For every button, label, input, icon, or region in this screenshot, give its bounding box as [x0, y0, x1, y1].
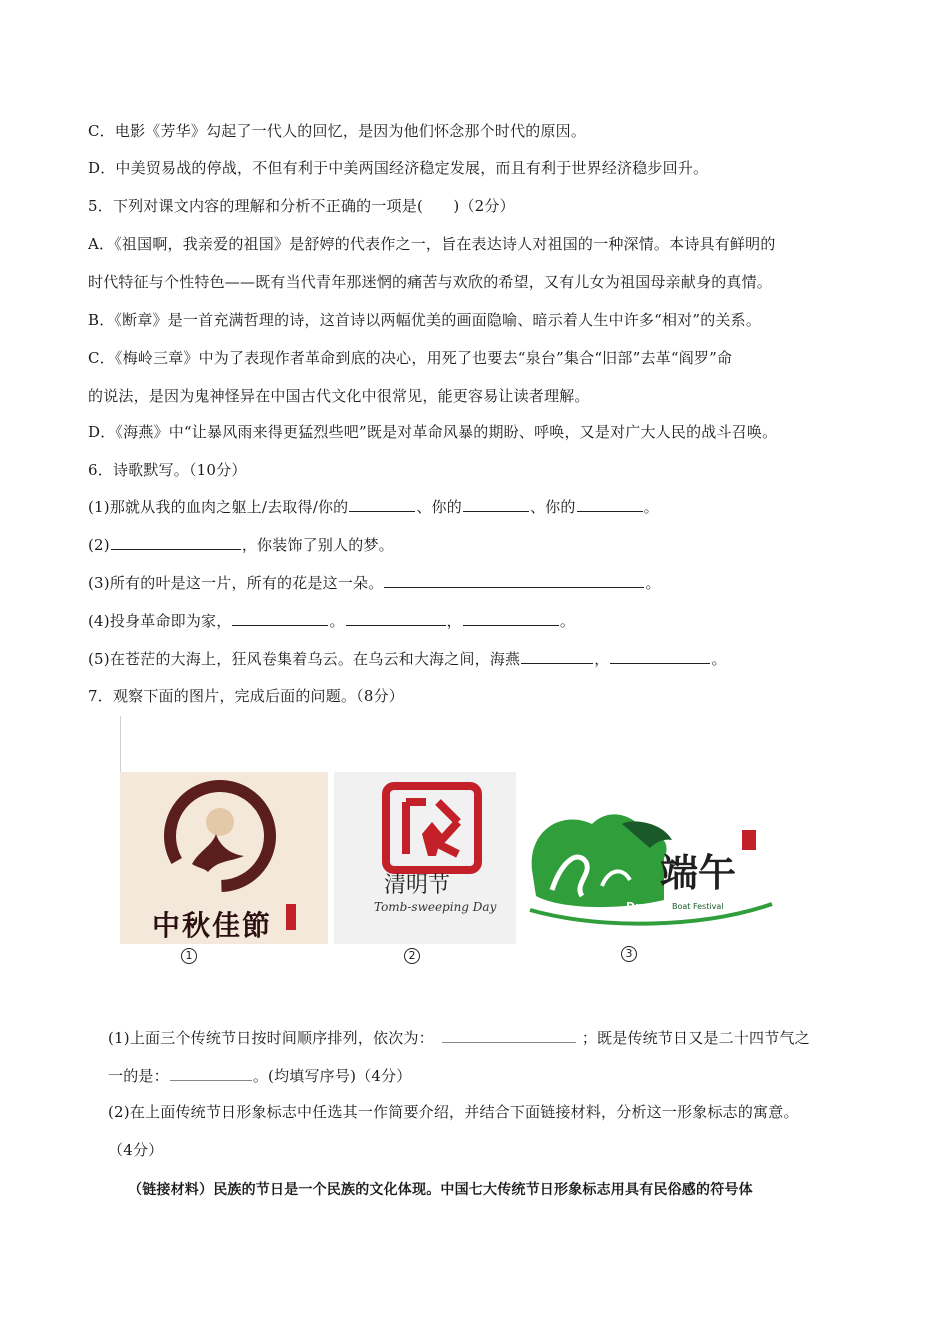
q6-5-text-a: (5)在苍茫的大海上，狂风卷集着乌云。在乌云和大海之间，海燕 [88, 650, 521, 668]
image-frame-edge [120, 716, 121, 772]
answer-blank[interactable] [463, 611, 559, 626]
q6-1-text-a: (1)那就从我的血肉之躯上/去取得/你的 [88, 498, 349, 516]
answer-blank[interactable] [463, 497, 529, 512]
answer-blank[interactable] [349, 497, 415, 512]
duanwu-subtitle-2: Boat Festival [672, 902, 724, 911]
option-5c-line1: C．《梅岭三章》中为了表现作者革命到底的决心，用死了也要去“泉台”集合“旧部”去革“阎罗”命 [88, 349, 733, 367]
option-5a-line2: 时代特征与个性特色——既有当代青年那迷惘的痛苦与欢欣的希望，又有儿女为祖国母亲献身的真情。 [88, 273, 773, 291]
q6-item-1 [88, 497, 659, 517]
question-5: 5．下列对课文内容的理解和分析不正确的一项是( )（2分） [88, 197, 515, 215]
option-5b: B．《断章》是一首充满哲理的诗，这首诗以两幅优美的画面隐喻、暗示着人生中许多“相对”的关系。 [88, 311, 762, 329]
answer-blank[interactable] [521, 649, 593, 664]
qingming-seal [334, 772, 516, 944]
answer-blank[interactable] [346, 611, 446, 626]
q7-1-text-c: 一的是： [108, 1067, 169, 1085]
q6-5-text-c: 。 [711, 650, 727, 668]
q6-1-text-d: 。 [643, 498, 659, 516]
q6-item-4 [88, 611, 575, 631]
figure-label-1: 1 [181, 948, 197, 964]
answer-blank[interactable] [442, 1028, 576, 1043]
answer-blank[interactable] [610, 649, 710, 664]
answer-blank[interactable] [577, 497, 643, 512]
option-4c: C．电影《芳华》勾起了一代人的回忆，是因为他们怀念那个时代的原因。 [88, 122, 587, 140]
answer-blank[interactable] [232, 611, 328, 626]
q6-3-text-b: 。 [645, 574, 661, 592]
q6-4-text-a: (4)投身革命即为家， [88, 612, 232, 630]
option-5c-line2: 的说法，是因为鬼神怪异在中国古代文化中很常见，能更容易让读者理解。 [88, 387, 590, 405]
answer-blank[interactable] [384, 573, 644, 588]
q6-2-text-b: ，你装饰了别人的梦。 [241, 536, 394, 554]
answer-blank[interactable] [170, 1066, 252, 1081]
q7-1-text-a: (1)上面三个传统节日按时间顺序排列，依次为： [108, 1029, 434, 1047]
q6-item-5 [88, 649, 727, 669]
qingming-title: 清明节 [384, 873, 451, 898]
qingming-subtitle: Tomb-sweeping Day [374, 900, 497, 914]
q6-5-text-b: ， [594, 650, 610, 668]
mid-autumn-title: 中秋佳節 [152, 909, 273, 942]
question-6: 6．诗歌默写。（10分） [88, 461, 247, 479]
q7-item-1-line2 [108, 1066, 411, 1086]
duanwu-subtitle-1: Dragon [626, 900, 672, 913]
q6-item-3 [88, 573, 661, 593]
link-material: （链接材料）民族的节日是一个民族的文化体现。中国七大传统节日形象标志用具有民俗感的符号体 [128, 1182, 753, 1198]
q6-4-text-b: 。 [329, 612, 345, 630]
q6-1-text-b: 、你的 [416, 498, 462, 516]
duanwu-emblem [522, 800, 784, 934]
q6-1-text-c: 、你的 [529, 498, 576, 516]
figure-label-2: 2 [404, 948, 420, 964]
answer-blank[interactable] [111, 535, 241, 550]
q7-item-2-line2: （4分） [108, 1141, 164, 1159]
q6-3-text-a: (3)所有的叶是这一片，所有的花是这一朵。 [88, 574, 384, 592]
figure-label-3: 3 [621, 946, 637, 962]
option-5d: D．《海燕》中“让暴风雨来得更猛烈些吧”既是对革命风暴的期盼、呼唤，又是对广大人民的战斗召唤。 [88, 423, 778, 441]
q7-1-text-d: 。(均填写序号)（4分） [252, 1067, 412, 1085]
q7-item-1-line1 [108, 1028, 810, 1048]
q6-2-text-a: (2) [88, 536, 110, 554]
option-5a-line1: A．《祖国啊，我亲爱的祖国》是舒婷的代表作之一，旨在表达诗人对祖国的一种深情。本诗具有鲜明的 [88, 235, 776, 253]
q6-item-2 [88, 535, 394, 555]
mid-autumn-logo [120, 772, 328, 944]
q6-4-text-d: 。 [559, 612, 576, 630]
qingming-logo [334, 772, 516, 944]
duanwu-title: 端午 [660, 850, 737, 895]
question-7: 7．观察下面的图片，完成后面的问题。（8分） [88, 687, 404, 705]
option-4d: D．中美贸易战的停战，不但有利于中美两国经济稳定发展，而且有利于世界经济稳步回升。 [88, 159, 709, 177]
q7-item-2-line1: (2)在上面传统节日形象标志中任选其一作简要介绍，并结合下面链接材料，分析这一形象标志的寓意。 [108, 1103, 799, 1121]
q7-1-text-b: ；既是传统节日又是二十四节气之 [581, 1029, 810, 1047]
duanwu-logo [522, 800, 784, 934]
q6-4-text-c: ， [446, 612, 462, 630]
